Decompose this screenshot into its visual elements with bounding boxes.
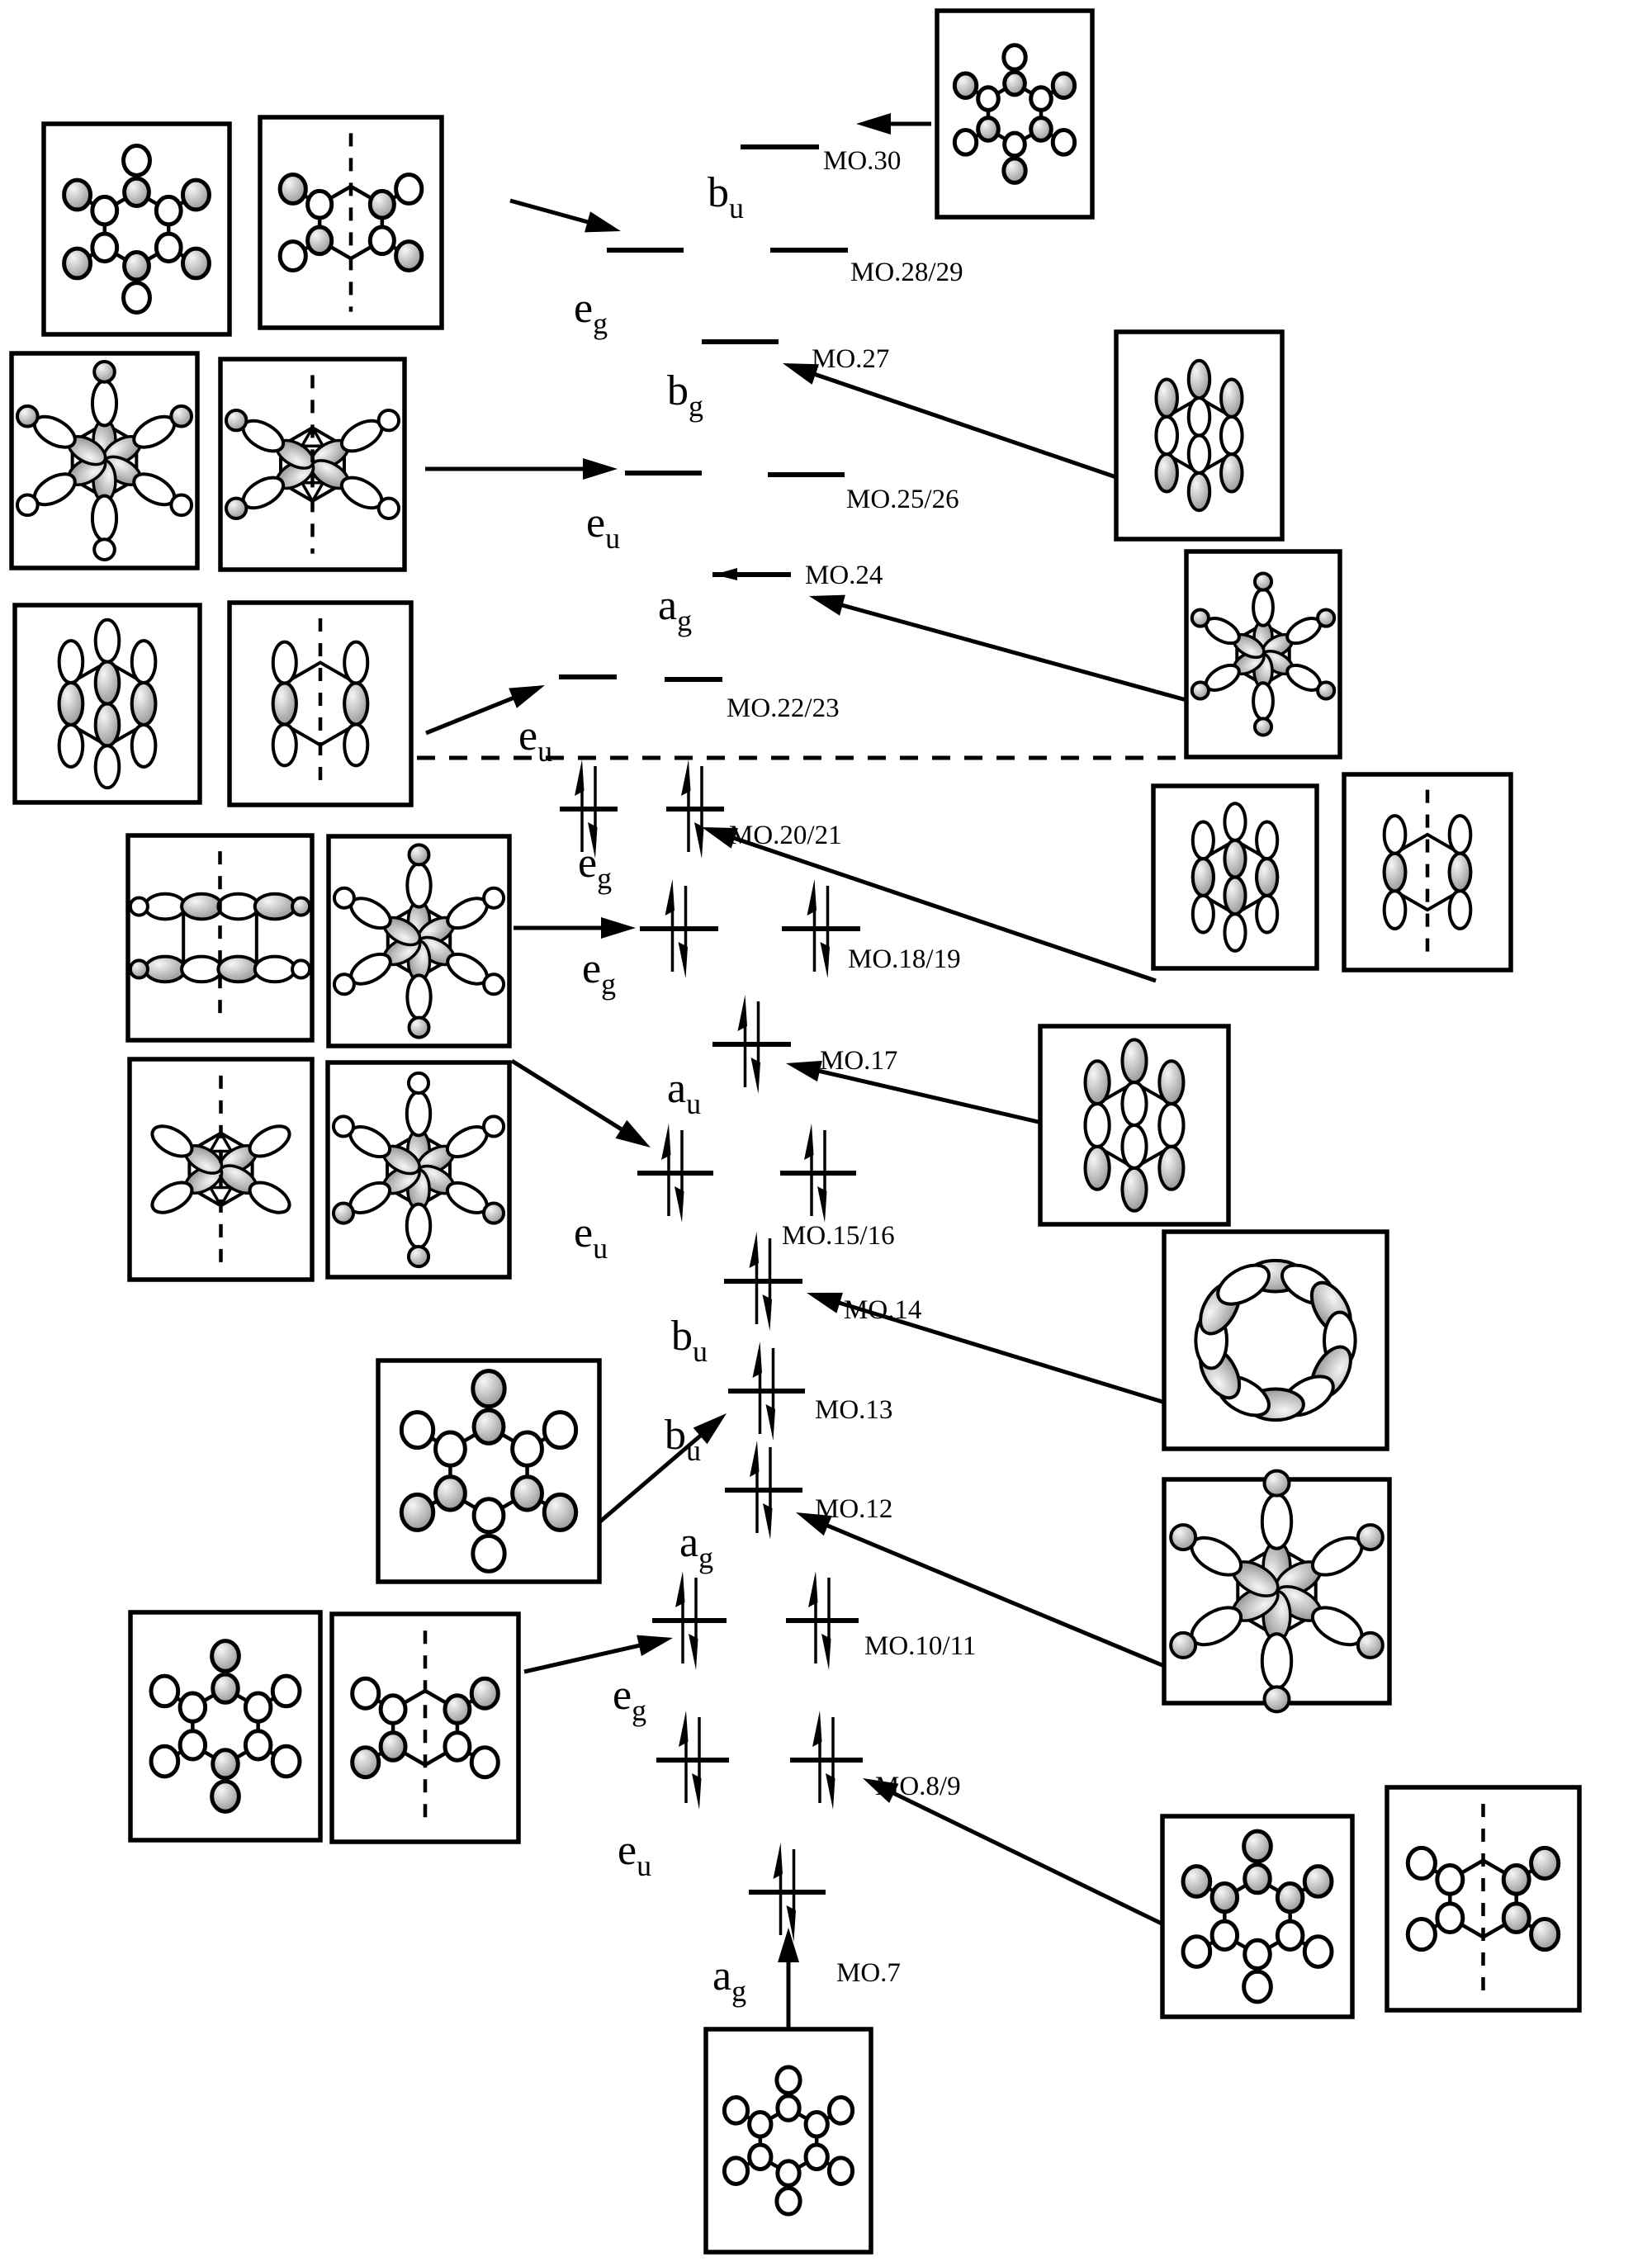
symmetry-label-ag12: $a_g$ (679, 1519, 714, 1574)
energy-level-mo8b (790, 1711, 863, 1810)
symmetry-label-eu89: $e_u$ (618, 1827, 652, 1882)
molecule-vlobes-icon (1086, 1039, 1184, 1210)
orbital-box-orb-eg2021-a (1153, 786, 1317, 968)
arrow-to-mo30 (856, 113, 931, 135)
orbital-box-orb-bg27 (1116, 332, 1282, 539)
mo-label-mo7: MO.7 (836, 1958, 901, 1988)
orbital-box-orb-eu89-a (1162, 1816, 1352, 2017)
arrow-to-mo2829 (510, 201, 621, 232)
symmetry-label-eg2829: $e_g$ (574, 285, 608, 340)
mini-left-arrow-icon (714, 568, 737, 580)
orbital-box-orb-eg2829-a (44, 124, 230, 334)
arrow-to-mo1011 (524, 1635, 673, 1672)
orbital-box-orb-eg1011-b (332, 1614, 518, 1842)
arrow-to-mo13 (600, 1413, 727, 1521)
orbital-box-orb-eg1011-a (130, 1612, 320, 1840)
orbital-box-orb-ag24 (1186, 551, 1340, 757)
molecule-vlobes-icon (1193, 803, 1277, 951)
symmetry-label-eu2223: $e_u$ (518, 712, 553, 768)
mo-label-mo27: MO.27 (812, 344, 890, 374)
mo-label-mo17: MO.17 (820, 1046, 898, 1076)
molecule-vlobes-icon (1156, 361, 1242, 510)
energy-level-mo10a (652, 1571, 727, 1670)
symmetry-label-ag7: $a_g$ (712, 1952, 747, 2008)
orbital-box-orb-eu2223-a (15, 605, 200, 802)
mo-label-mo1819: MO.18/19 (848, 944, 961, 974)
orbital-box-orb-bu14 (1164, 1232, 1387, 1449)
orbital-box-orb-eg2829-b (260, 117, 442, 328)
orbital-box-orb-eu2526-b (220, 359, 405, 570)
orbital-box-orb-bu30 (937, 11, 1092, 217)
orbital-box-orb-eu1516-a (130, 1059, 312, 1280)
energy-level-mo7 (749, 1843, 826, 1942)
energy-level-mo17 (712, 995, 791, 1094)
energy-level-mo15a (637, 1124, 713, 1223)
energy-level-mo18a (640, 879, 718, 978)
arrow-to-mo1819 (514, 917, 636, 939)
mo-label-mo30: MO.30 (823, 146, 902, 176)
arrow-to-mo2526 (425, 458, 618, 480)
symmetry-label-eu1516: $e_u$ (574, 1209, 608, 1265)
arrow-to-mo27 (783, 363, 1116, 477)
orbital-box-orb-au17 (1040, 1026, 1228, 1224)
mo-label-mo13: MO.13 (815, 1395, 893, 1425)
mo-label-mo24: MO.24 (805, 561, 883, 590)
orbital-box-orb-eg1819-b (329, 836, 509, 1046)
mo-label-mo2829: MO.28/29 (850, 258, 963, 287)
arrow-to-mo12 (796, 1512, 1164, 1666)
orbital-box-orb-eu89-b (1387, 1787, 1579, 2010)
arrow-to-mo7 (778, 1928, 799, 2028)
symmetry-label-bu30: $b_u$ (708, 169, 744, 225)
symmetry-label-au17: $a_u$ (667, 1065, 702, 1120)
energy-level-mo24 (712, 568, 791, 580)
mo-label-mo14: MO.14 (844, 1295, 922, 1325)
mo-label-mo89: MO.8/9 (875, 1772, 961, 1801)
energy-level-mo8a (656, 1711, 729, 1810)
orbital-box-orb-eu2526-a (12, 353, 197, 568)
symmetry-label-eg1819: $e_g$ (582, 945, 617, 1001)
symmetry-label-bg27: $b_g$ (667, 367, 703, 423)
energy-level-mo20b (666, 760, 724, 859)
symmetry-label-bu13: $b_u$ (665, 1412, 701, 1467)
molecule-vlobes-icon (59, 620, 156, 788)
mo-label-mo12: MO.12 (815, 1494, 893, 1524)
symmetry-label-eu2526: $e_u$ (586, 499, 621, 555)
orbital-box-orb-eg1819-a (128, 835, 312, 1040)
arrow-to-mo1516 (512, 1061, 651, 1148)
symmetry-label-eg1011: $e_g$ (613, 1672, 647, 1727)
orbital-box-orb-ag12 (1164, 1471, 1389, 1712)
energy-level-mo13 (728, 1342, 805, 1441)
mo-label-mo1516: MO.15/16 (782, 1221, 895, 1251)
arrow-to-mo24 (809, 595, 1186, 700)
mo-label-mo1011: MO.10/11 (864, 1631, 977, 1661)
energy-level-mo12 (725, 1441, 802, 1540)
orbital-box-orb-ag7 (706, 2029, 871, 2252)
symmetry-label-bu14: $b_u$ (671, 1313, 708, 1368)
mo-label-mo2526: MO.25/26 (846, 485, 959, 514)
symmetry-label-ag24: $a_g$ (658, 582, 693, 637)
energy-level-mo15b (780, 1124, 856, 1223)
symmetry-label-eg2021: $e_g$ (578, 840, 613, 895)
orbital-box-orb-bu13 (378, 1361, 599, 1582)
mo-label-mo2223: MO.22/23 (727, 693, 840, 723)
orbital-box-orb-eu1516-b (328, 1062, 509, 1277)
orbital-box-orb-eg2021-b (1344, 774, 1511, 970)
mo-label-mo2021: MO.20/21 (729, 821, 842, 850)
energy-level-mo10b (786, 1571, 859, 1670)
orbital-box-orb-eu2223-b (230, 603, 411, 805)
